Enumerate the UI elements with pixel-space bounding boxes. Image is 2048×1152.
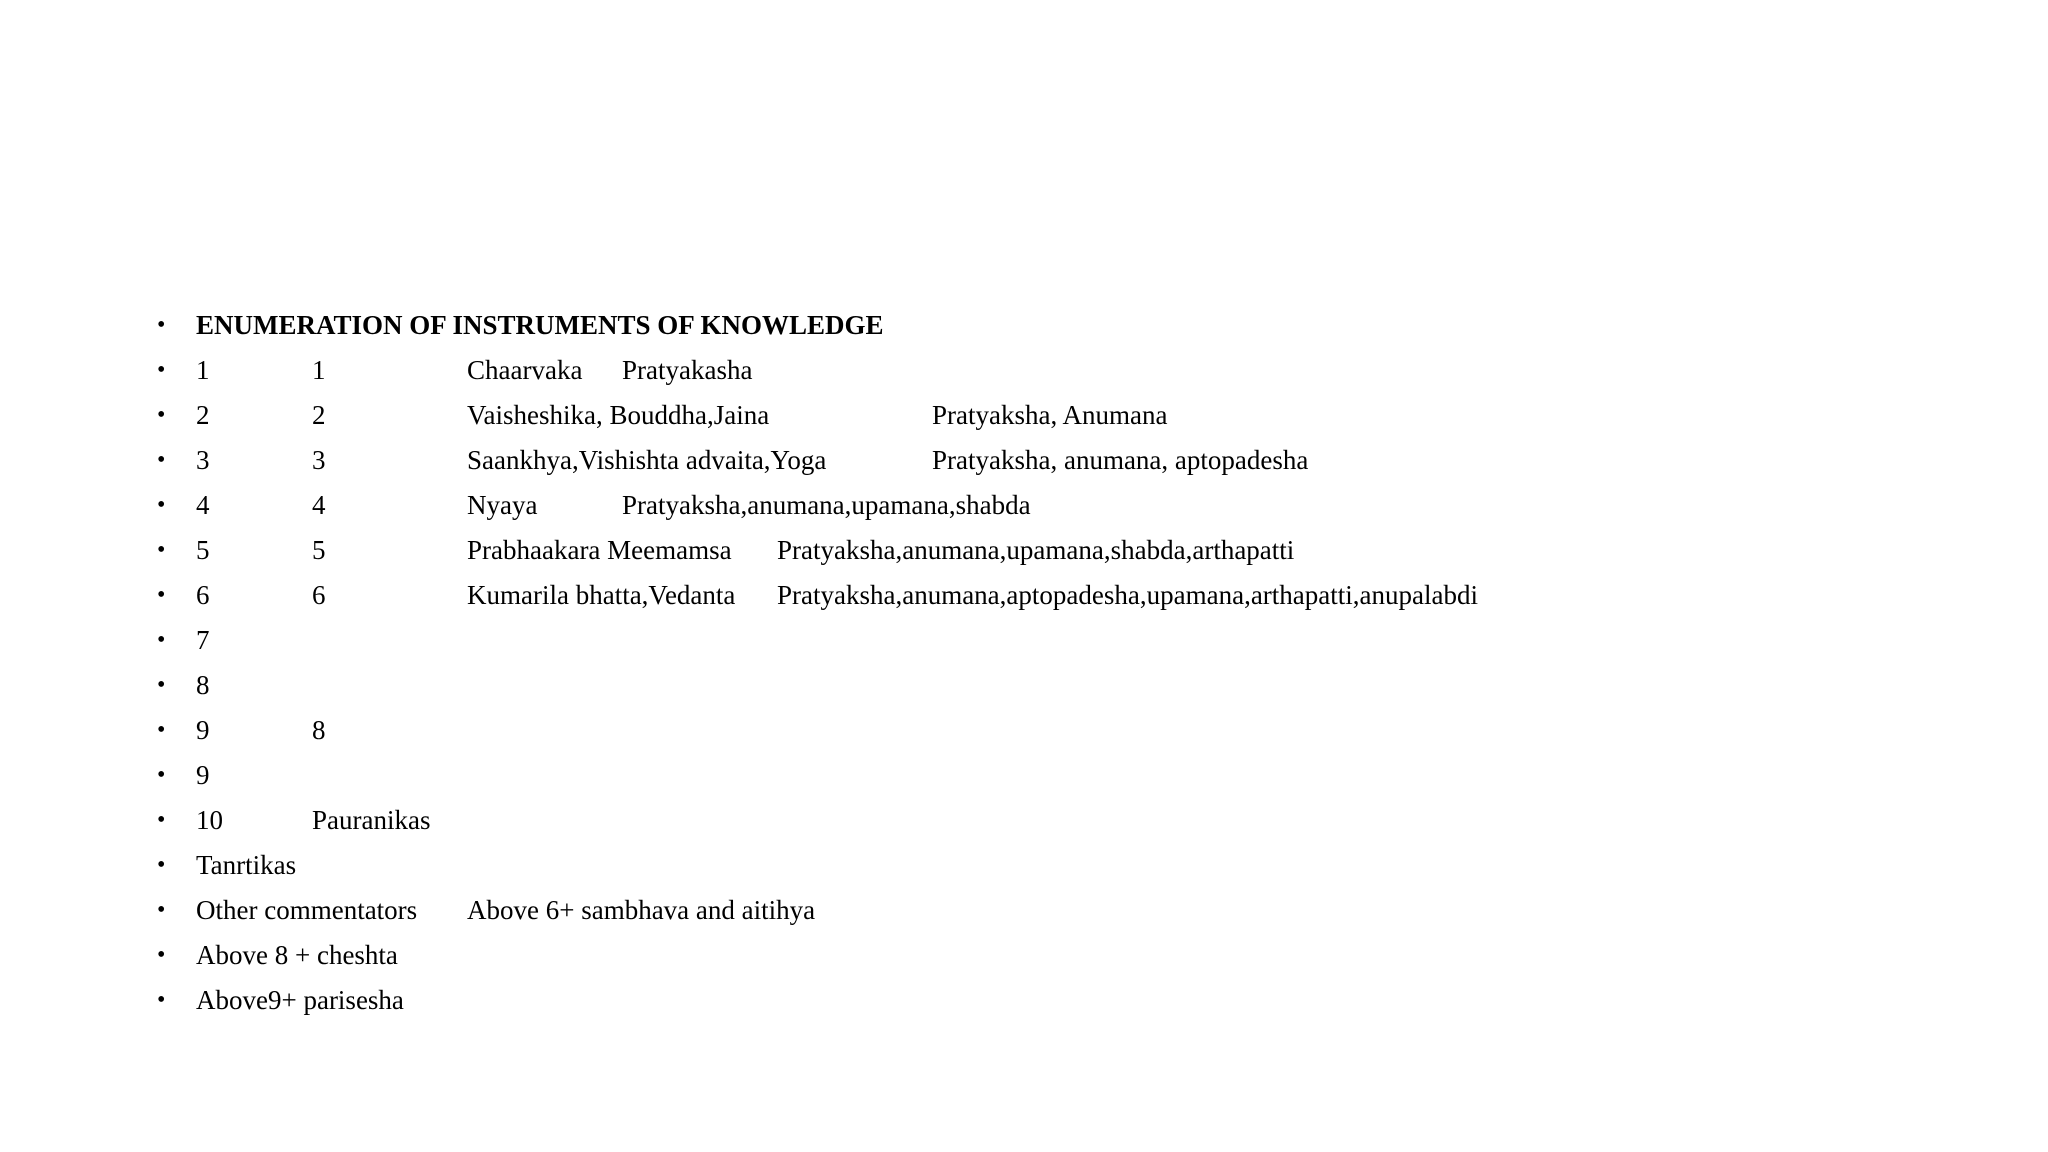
school: Vaisheshika, Bouddha,Jaina: [467, 400, 770, 430]
bullet: •: [157, 807, 166, 833]
row-number: 7: [196, 625, 210, 655]
school: Nyaya: [467, 490, 538, 520]
bullet: •: [157, 312, 166, 338]
bullet: •: [157, 987, 166, 1013]
count: 2: [312, 400, 326, 430]
count: 3: [312, 445, 326, 475]
row-number: 9: [196, 760, 210, 790]
school: Other commentators: [196, 895, 418, 925]
bullet: •: [157, 402, 166, 428]
bullet: •: [157, 492, 166, 518]
pramanas: Above 6+ sambhava and aitihya: [467, 895, 816, 925]
pramanas: Pratyaksha, anumana, aptopadesha: [932, 445, 1309, 475]
count: 6: [312, 580, 326, 610]
row-number: 2: [196, 400, 210, 430]
list-item: [0, 755, 2048, 795]
list-item: [0, 665, 2048, 705]
row-number: 8: [196, 670, 210, 700]
row-number: 10: [196, 805, 223, 835]
list-item-title: [0, 305, 2048, 345]
count: 5: [312, 535, 326, 565]
school: Tanrtikas: [196, 850, 297, 880]
count: 4: [312, 490, 326, 520]
list-item: [0, 620, 2048, 660]
bullet: •: [157, 672, 166, 698]
bullet: •: [157, 447, 166, 473]
row-number: 6: [196, 580, 210, 610]
bullet: •: [157, 852, 166, 878]
school: Pauranikas: [312, 805, 431, 835]
list-item: [0, 710, 2048, 750]
pramanas: Pratyaksha, Anumana: [932, 400, 1168, 430]
bullet: •: [157, 897, 166, 923]
row-number: 9: [196, 715, 210, 745]
list-item: [0, 530, 2048, 570]
school: Prabhaakara Meemamsa: [467, 535, 732, 565]
school: Chaarvaka: [467, 355, 583, 385]
bullet: •: [157, 357, 166, 383]
bullet: •: [157, 942, 166, 968]
count: 8: [312, 715, 326, 745]
list-item: [0, 890, 2048, 930]
row-number: 1: [196, 355, 210, 385]
list-item: [0, 800, 2048, 840]
list-item: [0, 980, 2048, 1020]
list-item: [0, 485, 2048, 525]
pramanas: Pratyaksha,anumana,upamana,shabda: [622, 490, 1031, 520]
count: 1: [312, 355, 326, 385]
list-item: [0, 845, 2048, 885]
list-item: [0, 935, 2048, 975]
row-number: 3: [196, 445, 210, 475]
school: Saankhya,Vishishta advaita,Yoga: [467, 445, 827, 475]
list-item: [0, 350, 2048, 390]
school: Kumarila bhatta,Vedanta: [467, 580, 736, 610]
slide-title: ENUMERATION OF INSTRUMENTS OF KNOWLEDGE: [196, 310, 884, 340]
row-number: 4: [196, 490, 210, 520]
row-number: 5: [196, 535, 210, 565]
bullet: •: [157, 762, 166, 788]
pramanas: Pratyakasha: [622, 355, 753, 385]
bullet: •: [157, 537, 166, 563]
list-item: [0, 395, 2048, 435]
list-item: [0, 440, 2048, 480]
bullet: •: [157, 627, 166, 653]
bullet: •: [157, 717, 166, 743]
note: Above 8 + cheshta: [196, 940, 398, 970]
list-item: [0, 575, 2048, 615]
pramanas: Pratyaksha,anumana,aptopadesha,upamana,arthapatti,anupalabdi: [777, 580, 1478, 610]
note: Above9+ parisesha: [196, 985, 404, 1015]
pramanas: Pratyaksha,anumana,upamana,shabda,arthapatti: [777, 535, 1295, 565]
bullet: •: [157, 582, 166, 608]
